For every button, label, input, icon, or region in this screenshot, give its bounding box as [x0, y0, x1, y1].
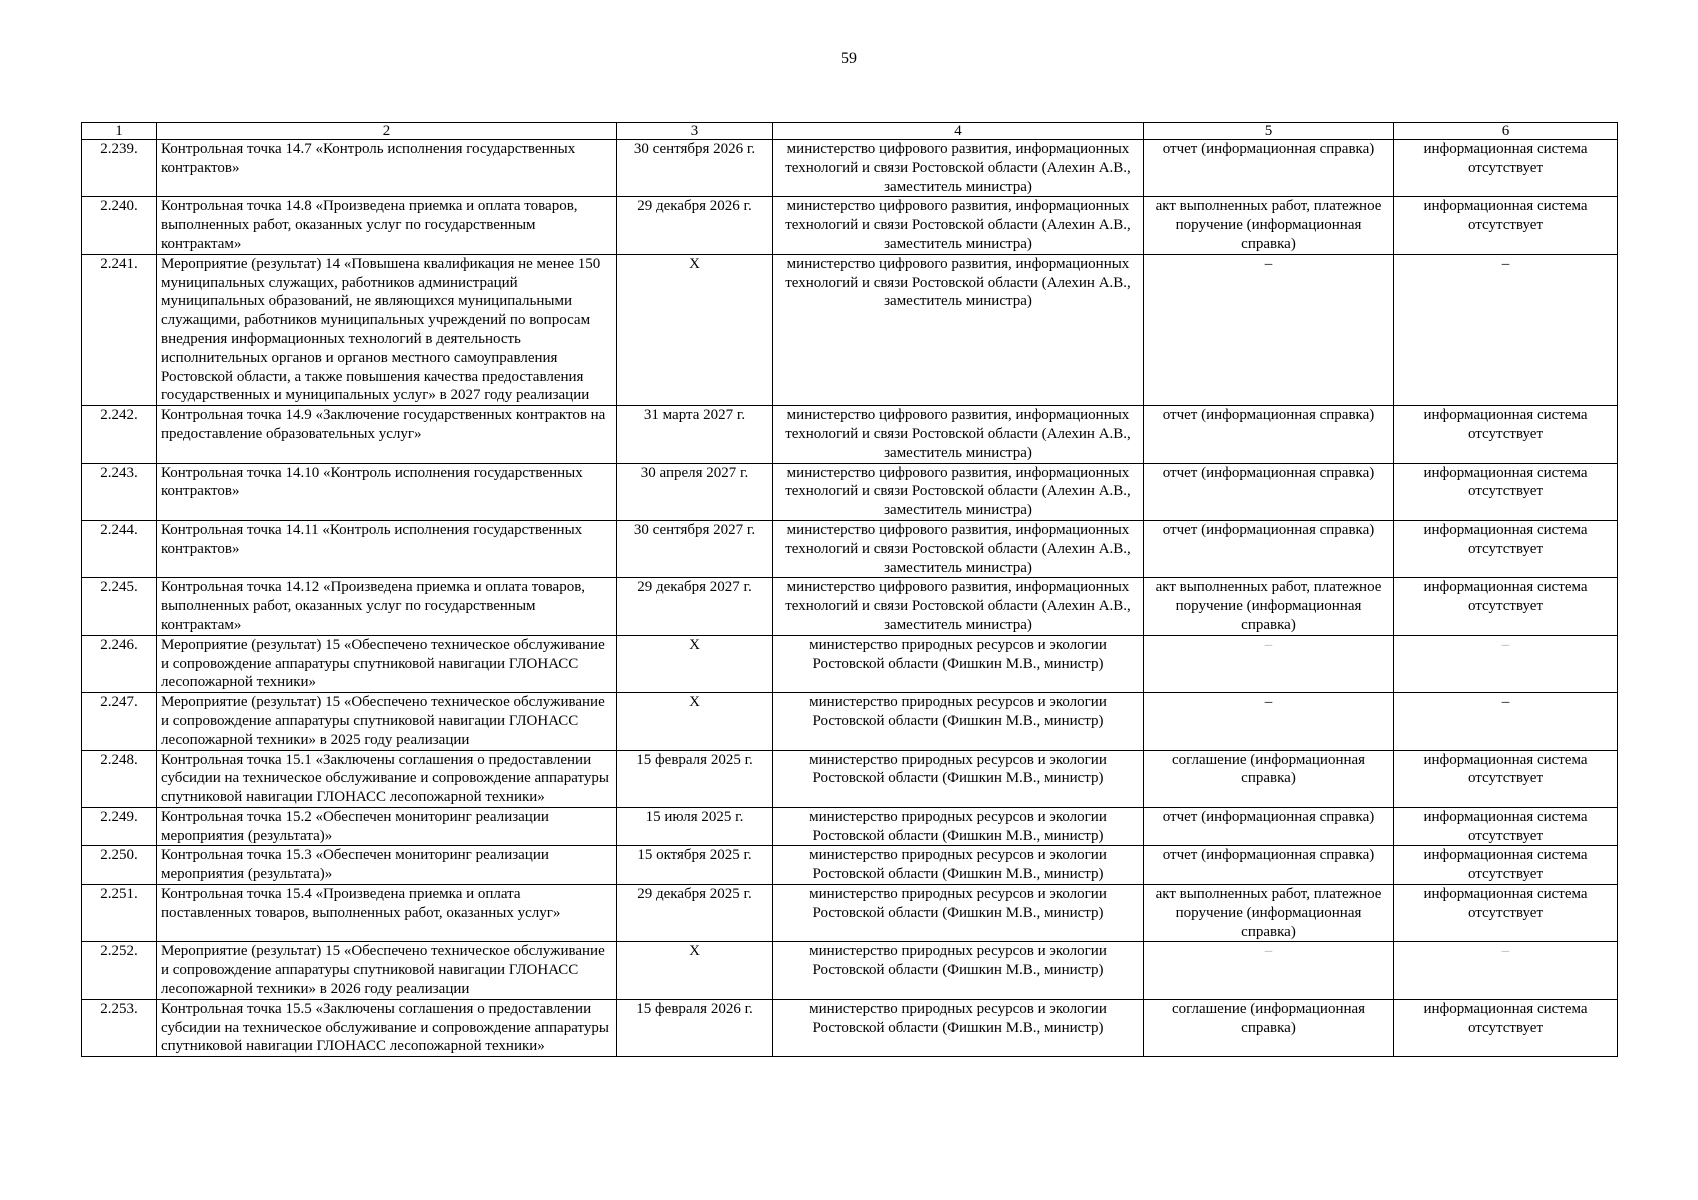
row-number: 2.252.: [82, 942, 157, 999]
row-number: 2.249.: [82, 807, 157, 846]
confirming-document: отчет (информационная справка): [1144, 807, 1394, 846]
table-row: [82, 463, 1618, 520]
item-name: Контрольная точка 14.9 «Заключение государственных контрактов на предоставление образовательных услуг»: [157, 406, 617, 463]
due-date: 30 сентября 2026 г.: [617, 140, 773, 197]
table-row: [82, 807, 1618, 846]
information-system: информационная система отсутствует: [1394, 463, 1618, 520]
implementation-plan-table: [81, 122, 1618, 1057]
item-name: Контрольная точка 14.8 «Произведена приемка и оплата товаров, выполненных работ, оказанных услуг по государственным контрактам»: [157, 197, 617, 254]
page-number: 59: [841, 50, 857, 67]
table-row: [82, 197, 1618, 254]
row-number: 2.239.: [82, 140, 157, 197]
table-row: [82, 635, 1618, 692]
responsible-executor: министерство природных ресурсов и экологии Ростовской области (Фишкин М.В., министр): [773, 846, 1144, 885]
table-row: [82, 693, 1618, 750]
information-system: информационная система отсутствует: [1394, 197, 1618, 254]
information-system: информационная система отсутствует: [1394, 885, 1618, 942]
due-date: 29 декабря 2025 г.: [617, 885, 773, 942]
item-name: Мероприятие (результат) 15 «Обеспечено техническое обслуживание и сопровождение аппаратуры спутниковой навигации ГЛОНАСС лесопожарной техники»: [157, 635, 617, 692]
confirming-document: отчет (информационная справка): [1144, 463, 1394, 520]
item-name: Контрольная точка 14.10 «Контроль исполнения государственных контрактов»: [157, 463, 617, 520]
column-header: 5: [1144, 123, 1394, 140]
confirming-document: –: [1144, 254, 1394, 405]
responsible-executor: министерство природных ресурсов и экологии Ростовской области (Фишкин М.В., министр): [773, 885, 1144, 942]
column-header: 3: [617, 123, 773, 140]
responsible-executor: министерство природных ресурсов и экологии Ростовской области (Фишкин М.В., министр): [773, 693, 1144, 750]
row-number: 2.248.: [82, 750, 157, 807]
confirming-document: акт выполненных работ, платежное поручение (информационная справка): [1144, 578, 1394, 635]
column-header: 4: [773, 123, 1144, 140]
information-system: информационная система отсутствует: [1394, 846, 1618, 885]
due-date: 30 апреля 2027 г.: [617, 463, 773, 520]
column-header: 6: [1394, 123, 1618, 140]
information-system: –: [1394, 635, 1618, 692]
information-system: информационная система отсутствует: [1394, 520, 1618, 577]
confirming-document: –: [1144, 635, 1394, 692]
information-system: –: [1394, 254, 1618, 405]
responsible-executor: министерство цифрового развития, информационных технологий и связи Ростовской области (Алехин А.В., заместитель министра): [773, 254, 1144, 405]
due-date: X: [617, 254, 773, 405]
row-number: 2.241.: [82, 254, 157, 405]
information-system: информационная система отсутствует: [1394, 140, 1618, 197]
responsible-executor: министерство природных ресурсов и экологии Ростовской области (Фишкин М.В., министр): [773, 999, 1144, 1056]
confirming-document: акт выполненных работ, платежное поручение (информационная справка): [1144, 885, 1394, 942]
table-row: [82, 885, 1618, 942]
item-name: Контрольная точка 15.2 «Обеспечен мониторинг реализации мероприятия (результата)»: [157, 807, 617, 846]
item-name: Контрольная точка 14.12 «Произведена приемка и оплата товаров, выполненных работ, оказанных услуг по государственным контрактам»: [157, 578, 617, 635]
information-system: информационная система отсутствует: [1394, 406, 1618, 463]
item-name: Контрольная точка 15.4 «Произведена приемка и оплата поставленных товаров, выполненных работ, оказанных услуг»: [157, 885, 617, 942]
item-name: Контрольная точка 14.11 «Контроль исполнения государственных контрактов»: [157, 520, 617, 577]
item-name: Мероприятие (результат) 15 «Обеспечено техническое обслуживание и сопровождение аппаратуры спутниковой навигации ГЛОНАСС лесопожарной техники» в 2026 году реализации: [157, 942, 617, 999]
confirming-document: акт выполненных работ, платежное поручение (информационная справка): [1144, 197, 1394, 254]
responsible-executor: министерство природных ресурсов и экологии Ростовской области (Фишкин М.В., министр): [773, 942, 1144, 999]
due-date: 30 сентября 2027 г.: [617, 520, 773, 577]
confirming-document: отчет (информационная справка): [1144, 406, 1394, 463]
row-number: 2.250.: [82, 846, 157, 885]
table-row: [82, 578, 1618, 635]
row-number: 2.245.: [82, 578, 157, 635]
table-row: [82, 942, 1618, 999]
table-row: [82, 140, 1618, 197]
table-row: [82, 999, 1618, 1056]
information-system: информационная система отсутствует: [1394, 578, 1618, 635]
responsible-executor: министерство цифрового развития, информационных технологий и связи Ростовской области (Алехин А.В., заместитель министра): [773, 578, 1144, 635]
responsible-executor: министерство природных ресурсов и экологии Ростовской области (Фишкин М.В., министр): [773, 635, 1144, 692]
confirming-document: отчет (информационная справка): [1144, 140, 1394, 197]
table-row: [82, 750, 1618, 807]
confirming-document: отчет (информационная справка): [1144, 846, 1394, 885]
column-number-row: [82, 123, 1618, 140]
responsible-executor: министерство природных ресурсов и экологии Ростовской области (Фишкин М.В., министр): [773, 750, 1144, 807]
confirming-document: соглашение (информационная справка): [1144, 750, 1394, 807]
item-name: Мероприятие (результат) 15 «Обеспечено техническое обслуживание и сопровождение аппаратуры спутниковой навигации ГЛОНАСС лесопожарной техники» в 2025 году реализации: [157, 693, 617, 750]
table-body: [82, 140, 1618, 1057]
row-number: 2.243.: [82, 463, 157, 520]
due-date: 15 октября 2025 г.: [617, 846, 773, 885]
due-date: 31 марта 2027 г.: [617, 406, 773, 463]
column-header: 1: [82, 123, 157, 140]
responsible-executor: министерство цифрового развития, информационных технологий и связи Ростовской области (Алехин А.В., заместитель министра): [773, 197, 1144, 254]
due-date: 29 декабря 2026 г.: [617, 197, 773, 254]
confirming-document: отчет (информационная справка): [1144, 520, 1394, 577]
row-number: 2.247.: [82, 693, 157, 750]
row-number: 2.251.: [82, 885, 157, 942]
confirming-document: соглашение (информационная справка): [1144, 999, 1394, 1056]
row-number: 2.253.: [82, 999, 157, 1056]
item-name: Контрольная точка 15.3 «Обеспечен мониторинг реализации мероприятия (результата)»: [157, 846, 617, 885]
column-header: 2: [157, 123, 617, 140]
row-number: 2.240.: [82, 197, 157, 254]
information-system: информационная система отсутствует: [1394, 807, 1618, 846]
responsible-executor: министерство цифрового развития, информационных технологий и связи Ростовской области (Алехин А.В., заместитель министра): [773, 520, 1144, 577]
responsible-executor: министерство цифрового развития, информационных технологий и связи Ростовской области (Алехин А.В., заместитель министра): [773, 406, 1144, 463]
confirming-document: –: [1144, 693, 1394, 750]
item-name: Контрольная точка 14.7 «Контроль исполнения государственных контрактов»: [157, 140, 617, 197]
responsible-executor: министерство природных ресурсов и экологии Ростовской области (Фишкин М.В., министр): [773, 807, 1144, 846]
item-name: Контрольная точка 15.5 «Заключены соглашения о предоставлении субсидии на техническое обслуживание и сопровождение аппаратуры спутниковой навигации ГЛОНАСС лесопожарной техники»: [157, 999, 617, 1056]
responsible-executor: министерство цифрового развития, информационных технологий и связи Ростовской области (Алехин А.В., заместитель министра): [773, 140, 1144, 197]
due-date: X: [617, 693, 773, 750]
table-row: [82, 406, 1618, 463]
due-date: X: [617, 635, 773, 692]
row-number: 2.242.: [82, 406, 157, 463]
row-number: 2.246.: [82, 635, 157, 692]
table-row: [82, 254, 1618, 405]
confirming-document: –: [1144, 942, 1394, 999]
information-system: –: [1394, 693, 1618, 750]
responsible-executor: министерство цифрового развития, информационных технологий и связи Ростовской области (Алехин А.В., заместитель министра): [773, 463, 1144, 520]
table-row: [82, 520, 1618, 577]
due-date: 15 февраля 2026 г.: [617, 999, 773, 1056]
information-system: информационная система отсутствует: [1394, 750, 1618, 807]
due-date: X: [617, 942, 773, 999]
information-system: информационная система отсутствует: [1394, 999, 1618, 1056]
information-system: –: [1394, 942, 1618, 999]
due-date: 15 июля 2025 г.: [617, 807, 773, 846]
table-row: [82, 846, 1618, 885]
due-date: 15 февраля 2025 г.: [617, 750, 773, 807]
item-name: Мероприятие (результат) 14 «Повышена квалификация не менее 150 муниципальных служащих, работников администраций муниципальных образований, не являющихся муниципальными служащими, работников муниципальных учреждений по вопросам внедрения информационных технологий в деятельность исполнительных органов и органов местного самоуправления Ростовской области, а также повышения качества предоставления государственных и муниципальных услуг» в 2027 году реализации: [157, 254, 617, 405]
item-name: Контрольная точка 15.1 «Заключены соглашения о предоставлении субсидии на техническое обслуживание и сопровождение аппаратуры спутниковой навигации ГЛОНАСС лесопожарной техники»: [157, 750, 617, 807]
due-date: 29 декабря 2027 г.: [617, 578, 773, 635]
row-number: 2.244.: [82, 520, 157, 577]
